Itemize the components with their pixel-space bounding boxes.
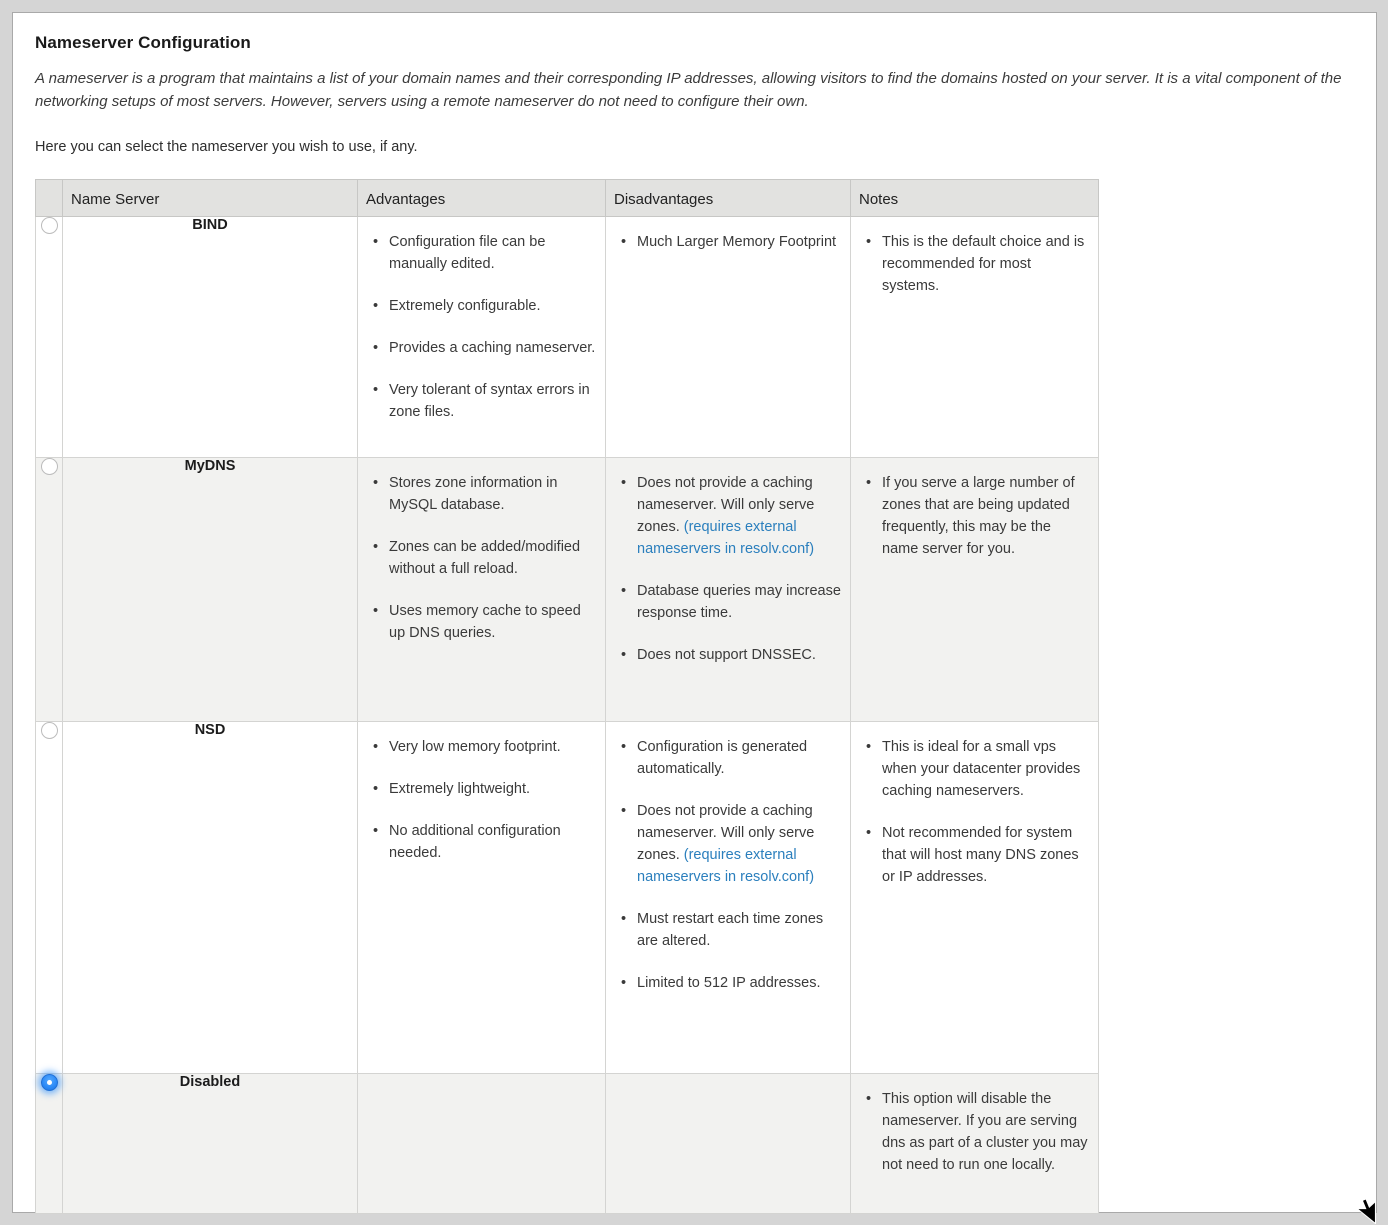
nameserver-table — [35, 179, 1099, 1214]
notes-cell — [851, 217, 1099, 458]
nameserver-radio-mydns[interactable] — [41, 458, 58, 475]
bullet-item — [368, 736, 597, 758]
radio-cell — [36, 217, 63, 458]
bullet-item — [616, 644, 842, 666]
content-panel — [12, 12, 1377, 1213]
column-header-name-server: Name Server — [63, 180, 358, 217]
notes-list — [861, 472, 1090, 560]
bullet-item — [368, 472, 597, 516]
nameserver-name: BIND — [63, 217, 358, 458]
bullet-text: Database queries may increase response time. — [637, 583, 841, 621]
bullet-item — [616, 231, 842, 253]
bullet-item — [861, 822, 1090, 888]
radio-cell — [36, 722, 63, 1074]
nameserver-radio-disabled[interactable] — [41, 1074, 58, 1091]
bullet-text: This is the default choice and is recommended for most systems. — [882, 234, 1085, 294]
resolv-conf-link[interactable]: (requires external nameservers in resolv.conf) — [637, 519, 815, 557]
bullet-item — [368, 536, 597, 580]
bullet-text: No additional configuration needed. — [389, 823, 561, 861]
mouse-cursor-icon — [1356, 1198, 1378, 1224]
bullet-item — [368, 337, 597, 359]
table-row — [36, 217, 1099, 458]
bullet-text: This option will disable the nameserver. If you are serving dns as part of a cluster you may not need to run one locally. — [882, 1091, 1088, 1173]
bullet-item — [616, 908, 842, 952]
advantages-list — [368, 231, 597, 423]
bullet-item — [861, 472, 1090, 560]
table-header-row — [36, 180, 1099, 217]
bullet-item — [861, 736, 1090, 802]
bullet-text: Very low memory footprint. — [389, 739, 561, 755]
bullet-text: Zones can be added/modified without a full reload. — [389, 539, 581, 577]
bullet-text: Does not support DNSSEC. — [637, 647, 816, 663]
table-row — [36, 458, 1099, 722]
disadvantages-list — [616, 231, 842, 253]
bullet-text: Much Larger Memory Footprint — [637, 234, 837, 250]
disadvantages-cell — [606, 458, 851, 722]
selection-prompt: Here you can select the nameserver you wish to use, if any. — [35, 139, 418, 155]
advantages-cell — [358, 217, 606, 458]
bullet-item — [368, 295, 597, 317]
advantages-list — [368, 736, 597, 864]
page-description: A nameserver is a program that maintains a list of your domain names and their corresponding IP addresses, allowing visitors to find the domains hosted on your server. It is a vital component of the networking setups of most servers. However, servers using a remote nameserver do not need to configure their own. — [35, 70, 1342, 110]
resolv-conf-link[interactable]: (requires external nameservers in resolv.conf) — [637, 847, 815, 885]
bullet-item — [368, 820, 597, 864]
bullet-text: Uses memory cache to speed up DNS queries. — [389, 603, 581, 641]
radio-cell — [36, 458, 63, 722]
bullet-text: Not recommended for system that will host many DNS zones or IP addresses. — [882, 825, 1079, 885]
bullet-item — [861, 231, 1090, 297]
page-title: Nameserver Configuration — [35, 33, 251, 52]
bullet-item — [616, 472, 842, 560]
bullet-item — [616, 972, 842, 994]
disadvantages-cell — [606, 722, 851, 1074]
column-header-advantages: Advantages — [358, 180, 606, 217]
advantages-cell — [358, 1074, 606, 1214]
bullet-text: Stores zone information in MySQL database. — [389, 475, 558, 513]
nameserver-radio-bind[interactable] — [41, 217, 58, 234]
bullet-text: Does not provide a caching nameserver. Will only serve zones. — [637, 475, 815, 535]
bullet-text: Does not provide a caching nameserver. Will only serve zones. — [637, 803, 815, 863]
advantages-cell — [358, 458, 606, 722]
bullet-item — [368, 231, 597, 275]
bullet-text: Configuration file can be manually edited. — [389, 234, 546, 272]
bullet-item — [368, 778, 597, 800]
table-row — [36, 722, 1099, 1074]
nameserver-name: NSD — [63, 722, 358, 1074]
column-header-notes: Notes — [851, 180, 1099, 217]
bullet-item — [861, 1088, 1090, 1176]
disadvantages-cell — [606, 217, 851, 458]
disadvantages-list — [616, 736, 842, 994]
notes-list — [861, 736, 1090, 888]
notes-list — [861, 231, 1090, 297]
bullet-text: If you serve a large number of zones that are being updated frequently, this may be the name server for you. — [882, 475, 1075, 557]
nameserver-radio-nsd[interactable] — [41, 722, 58, 739]
bullet-text: This is ideal for a small vps when your datacenter provides caching nameservers. — [882, 739, 1081, 799]
bullet-item — [616, 800, 842, 888]
bullet-text: Configuration is generated automatically. — [637, 739, 808, 777]
bullet-text: Limited to 512 IP addresses. — [637, 975, 821, 991]
radio-column-header — [36, 180, 63, 217]
bullet-text: Extremely configurable. — [389, 298, 541, 314]
advantages-cell — [358, 722, 606, 1074]
notes-list — [861, 1088, 1090, 1176]
notes-cell — [851, 1074, 1099, 1214]
bullet-item — [368, 379, 597, 423]
column-header-disadvantages: Disadvantages — [606, 180, 851, 217]
disadvantages-list — [616, 472, 842, 666]
bullet-item — [368, 600, 597, 644]
bullet-item — [616, 736, 842, 780]
notes-cell — [851, 722, 1099, 1074]
bullet-item — [616, 580, 842, 624]
disadvantages-cell — [606, 1074, 851, 1214]
bullet-text: Very tolerant of syntax errors in zone files. — [389, 382, 590, 420]
nameserver-name: Disabled — [63, 1074, 358, 1214]
advantages-list — [368, 472, 597, 644]
table-row — [36, 1074, 1099, 1214]
nameserver-name: MyDNS — [63, 458, 358, 722]
radio-cell — [36, 1074, 63, 1214]
notes-cell — [851, 458, 1099, 722]
bullet-text: Extremely lightweight. — [389, 781, 531, 797]
bullet-text: Must restart each time zones are altered. — [637, 911, 824, 949]
bullet-text: Provides a caching nameserver. — [389, 340, 596, 356]
